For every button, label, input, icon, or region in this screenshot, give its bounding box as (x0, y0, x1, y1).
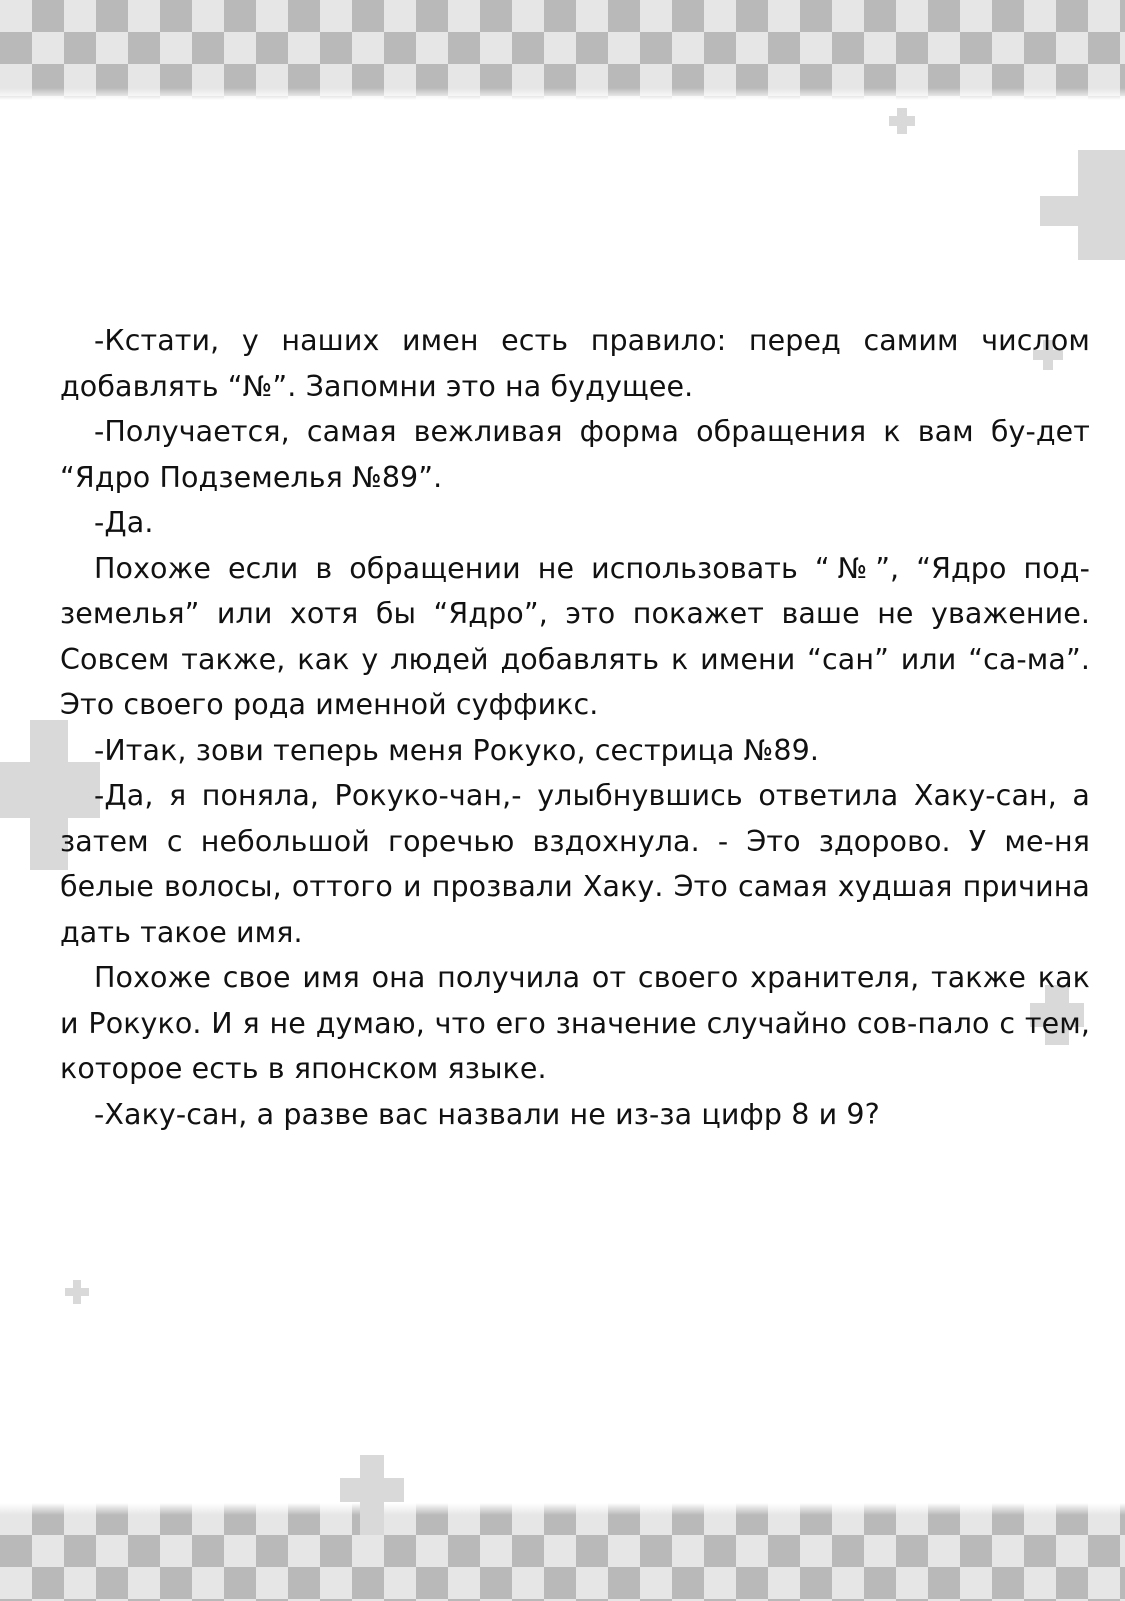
paragraph: -Получается, самая вежливая форма обращения к вам бу-дет “Ядро Подземелья №89”. (60, 415, 1090, 494)
paragraph: -Да. (94, 506, 154, 539)
plus-sparkle-icon (889, 116, 915, 126)
paragraph: -Хаку-сан, а разве вас назвали не из-за цифр 8 и 9? (94, 1097, 880, 1131)
paragraph: Похоже свое имя она получила от своего хранителя, также как и Рокуко. И я не думаю, что его значение случайно сов-пало с тем, которое есть в японском языке. (60, 961, 1090, 1085)
paragraph: -Да, я поняла, Рокуко-чан,- улыбнувшись ответила Хаку-сан, а затем с небольшой горечью вздохнула. - Это здорово. У ме-ня белые волосы, оттого и прозвали Хаку. Это самая худшая причина дать такое имя. (60, 779, 1090, 949)
story-text (60, 318, 1090, 1137)
plus-sparkle-icon (340, 1478, 404, 1502)
checkered-border-top (0, 0, 1125, 100)
plus-sparkle-icon (1040, 196, 1125, 226)
checkered-border-bottom (0, 1503, 1125, 1601)
paragraph: -Кстати, у наших имен есть правило: перед самим числом добавлять “№”. Запомни это на будущее. (60, 324, 1090, 403)
plus-sparkle-icon (65, 1288, 89, 1296)
paragraph: Похоже если в обращении не использовать “№”, “Ядро под-земелья” или хотя бы “Ядро”, это покажет ваше не уважение. Совсем также, как у людей добавлять к имени “сан” или “са-ма”. Это своего рода именной суффикс. (60, 551, 1090, 721)
paragraph: -Итак, зови теперь меня Рокуко, сестрица №89. (94, 733, 820, 767)
